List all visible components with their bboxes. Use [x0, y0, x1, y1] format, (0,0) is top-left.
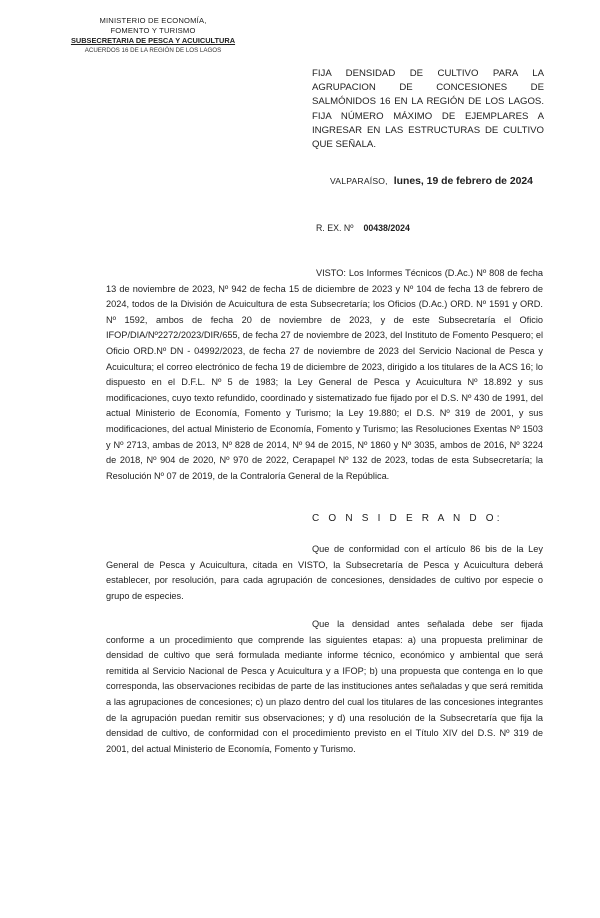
considerando-heading: C O N S I D E R A N D O: — [312, 513, 503, 524]
subsecretaria-name: SUBSECRETARIA DE PESCA Y ACUICULTURA — [70, 36, 236, 45]
date-line — [330, 176, 550, 187]
place: VALPARAÍSO, — [330, 176, 388, 186]
visto-paragraph — [106, 266, 543, 484]
considerando-paragraph-2 — [106, 617, 543, 757]
visto-text: VISTO: Los Informes Técnicos (D.Ac.) Nº 808 de fecha 13 de noviembre de 2023, Nº 942 de fecha 15 de diciembre de 2023 y Nº 104 de fecha 13 de febrero de 2024, todos de la División de Acuicultura de esta Subsecretaría; los Oficios (D.Ac.) ORD. Nº 1591 y ORD. Nº 1592, ambos de fecha 20 de noviembre de 2023, y de este Subsecretaría el Oficio IFOP/DIA/Nº2272/2023/DIR/655, de fecha 27 de noviembre de 2023, del Instituto de Fomento Pesquero; el Oficio ORD.Nº DN - 04992/2023, de fecha 27 de noviembre de 2023 del Servicio Nacional de Pesca y Acuicultura; el correo electrónico de fecha 19 de diciembre de 2023, dirigido a los titulares de la ACS 16; lo dispuesto en el D.F.L. Nº 5 de 1983; la Ley General de Pesca y Acuicultura Nº 18.892 y sus modificaciones, cuyo texto refundido, coordinado y sistematizado fue fijado por el D.S. Nº 430 de 1991, del actual Ministerio de Economía, Fomento y Turismo; la Ley 19.880; el D.S. Nº 319 de 2001, y sus modificaciones, del actual Ministerio de Economía, Fomento y Turismo; las Resoluciones Exentas Nº 1503 y Nº 2713, ambas de 2013, Nº 828 de 2014, Nº 94 de 2015, Nº 1860 y Nº 3035, ambos de 2016, Nº 3224 de 2018, Nº 904 de 2020, Nº 970 de 2022, Cerapapel Nº 132 de 2023, todas de esta Subsecretaría; la Resolución Nº 07 de 2019, de la Contraloría General de la República. — [106, 268, 543, 481]
considerando-2-rest: conforme a un procedimiento que comprende las siguientes etapas: a) una propuesta preliminar de densidad de cultivo que será formulada mediante informe técnico, económico y ambiental que será remitida al Servicio Nacional de Pesca y Acuicultura y a IFOP; b) una propuesta que contenga en lo que corresponda, las observaciones recibidas de parte de las instituciones antes señaladas y que será remitida a las agrupaciones de concesiones; c) un plazo dentro del cual los titulares de las concesiones integrantes de la agrupación puedan remitir sus observaciones; y d) una resolución de la Subsecretaría que fija la densidad de cultivo, de conformidad con el procedimiento previsto en el Título XIV del D.S. Nº 319 de 2001, del actual Ministerio de Economía, Fomento y Turismo. — [106, 634, 543, 754]
ministry-line-1: MINISTERIO DE ECONOMÍA, — [99, 16, 207, 25]
resolution-number: 00438/2024 — [363, 223, 410, 233]
letterhead — [58, 16, 248, 56]
considerando-2-start: Que la densidad antes señalada debe ser fijada — [312, 619, 543, 629]
considerando-1-start: Que de conformidad con el artículo 86 bis de la Ley — [312, 544, 543, 554]
considerando-1-rest: General de Pesca y Acuicultura, citada en VISTO, la Subsecretaría de Pesca y Acuicultura deberá establecer, por resolución, para cada agrupación de concesiones, densidades de cultivo por especie o grupo de especies. — [106, 559, 543, 601]
ministry-line-2: FOMENTO Y TURISMO — [110, 26, 196, 35]
considerando-paragraph-1 — [106, 542, 543, 604]
resolution-title: FIJA DENSIDAD DE CULTIVO PARA LA AGRUPACION DE CONCESIONES DE SALMÓNIDOS 16 EN LA REGIÓN DE LOS LAGOS. FIJA NÚMERO MÁXIMO DE EJEMPLARES A INGRESAR EN LAS ESTRUCTURAS DE CULTIVO QUE SEÑALA. — [312, 68, 544, 151]
resolution-label: R. EX. Nº — [316, 223, 354, 233]
resolution-number-line — [316, 223, 516, 233]
office-line: ACUERDOS 16 DE LA REGIÓN DE LOS LAGOS — [84, 47, 222, 54]
document-date: lunes, 19 de febrero de 2024 — [393, 176, 533, 187]
